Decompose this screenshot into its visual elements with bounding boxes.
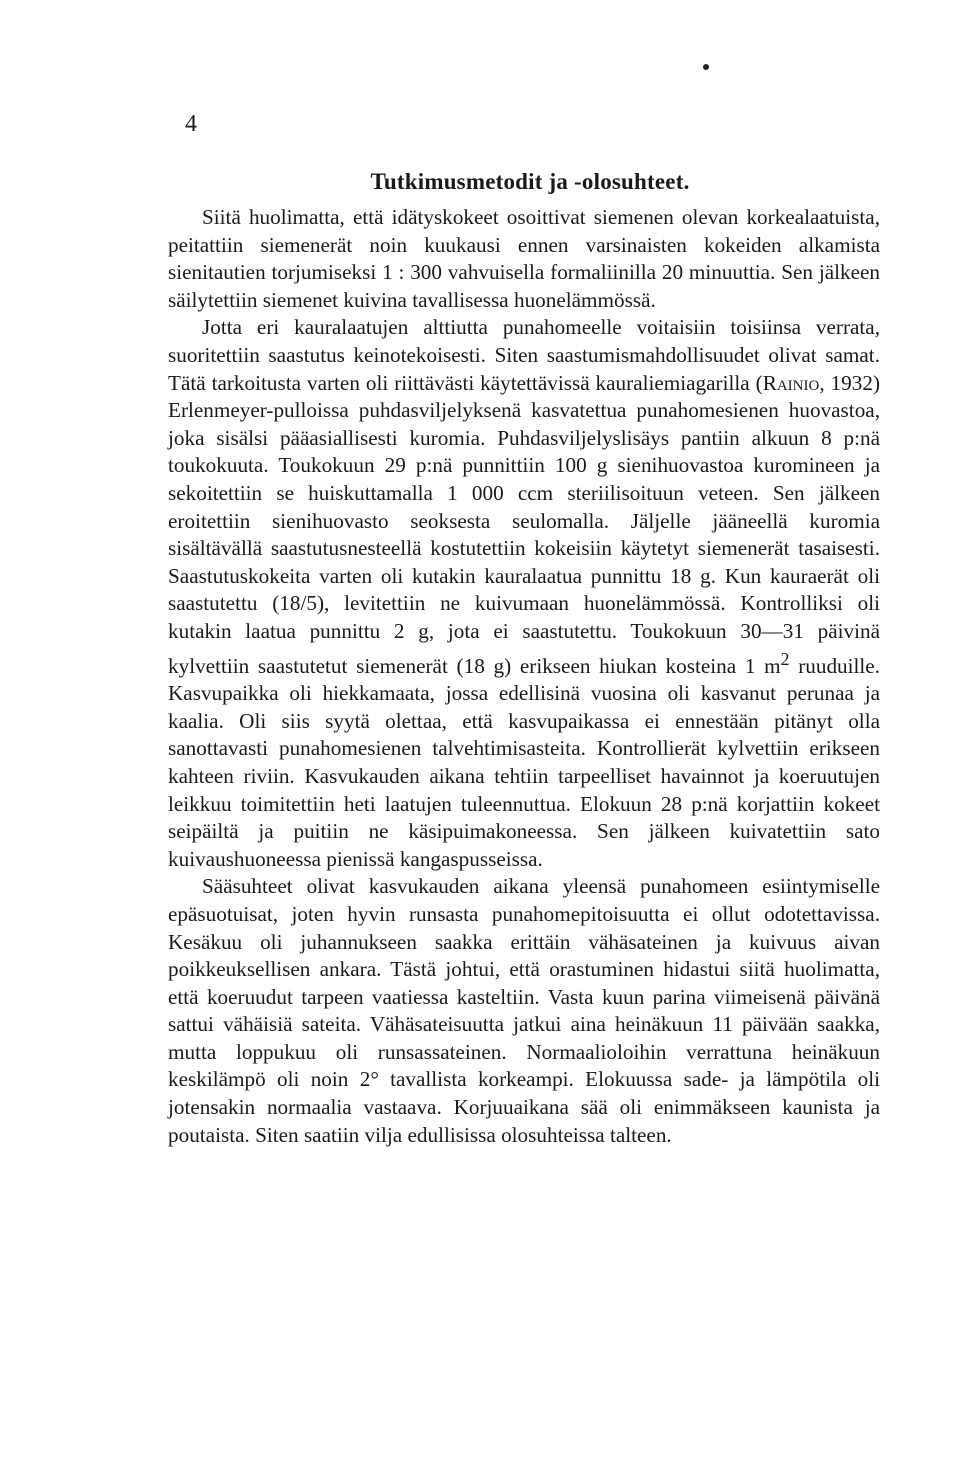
- author-citation: Rainio: [762, 370, 820, 395]
- page-number: 4: [185, 111, 197, 137]
- body-text: [168, 204, 880, 1149]
- paragraph-1: Siitä huolimatta, että idätyskokeet osoittivat siemenen olevan korkealaatuista, peitattiin siemenerät noin kuukausi ennen varsinaisten kokeiden alkamista sienitautien torjumiseksi 1 : 300 vahvuisella formaliinilla 20 minuuttia. Sen jälkeen säilytettiin siemenet kuivina tavallisessa huonelämmössä.: [168, 205, 880, 312]
- paragraph-2-part-b: , 1932) Erlenmeyer-pulloissa puhdasviljelyksenä kasvatettua punahomesienen huovastoa, joka sisälsi pääasiallisesti kuromia. Puhdasviljelyslisäys pantiin alkuun 8 p:nä toukokuuta. Toukokuun 29 p:nä punnittiin 100 g sienihuovastoa kuromineen ja sekoitettiin se huiskuttamalla 1 000 ccm steriilisoituun veteen. Sen jälkeen eroitettiin sienihuovasto seoksesta seulomalla. Jäljelle jääneellä kuromia sisältävällä saastutusnesteellä kostutettiin kokeisiin käytetyt siemenerät tasaisesti. Saastutuskokeita varten oli kutakin kauralaatua punnittu 18 g. Kun kauraerät oli saastutettu (18/5), levitettiin ne kuivumaan huonelämmössä. Kontrolliksi oli kutakin laatua punnittu 2 g, jota ei saastutettu. Toukokuun 30—31 päivinä kylvettiin saastutetut siemenerät (18 g) erikseen hiukan kosteina 1 m: [168, 370, 880, 678]
- section-title: Tutkimusmetodit ja -olosuhteet.: [370, 169, 690, 194]
- paragraph-3: Sääsuhteet olivat kasvukauden aikana yleensä punahomeen esiintymiselle epäsuotuisat, joten hyvin runsasta punahomepitoisuutta ei ollut odotettavissa. Kesäkuu oli juhannukseen saakka erittäin vähäsateinen ja kuivuus aivan poikkeuksellisen ankara. Tästä johtui, että orastuminen hidastui siitä huolimatta, että koeruudut tarpeen vaatiessa kasteltiin. Vasta kuun parina viimeisenä päivänä sattui vähäisiä sateita. Vähäsateisuutta jatkui aina heinäkuun 11 päivään saakka, mutta loppukuu oli runsassateinen. Normaalioloihin verrattuna heinäkuun keskilämpö oli noin 2° tavallista korkeampi. Elokuussa sade- ja lämpötila oli jotensakin normaalia vastaava. Korjuuaikana sää oli enimmäkseen kaunista ja poutaista. Siten saatiin vilja edullisissa olosuhteissa talteen.: [168, 874, 880, 1147]
- paragraph-2-part-a: Jotta eri kauralaatujen alttiutta punahomeelle voitaisiin toisiinsa verrata, suoritettiin saastutus keinotekoisesti. Siten saastumismahdollisuudet olivat samat. Tätä tarkoitusta varten oli riittävästi käytettävissä kauraliemiagarilla (: [168, 315, 880, 395]
- paragraph-2-part-c: ruuduille. Kasvupaikka oli hiekkamaata, jossa edellisinä vuosina oli kasvanut perunaa ja kaalia. Oli siis syytä olettaa, että kasvupaikassa ei ennestään pitänyt olla sanottavasti punahomesienen talvehtimisasteita. Kontrollierät kylvettiin erikseen kahteen riviin. Kasvukauden aikana tehtiin tarpeelliset havainnot ja koeruutujen leikkuu toimitettiin heti laatujen tuleennuttua. Elokuun 28 p:nä korjattiin kokeet seipäiltä ja puitiin ne käsipuimakoneessa. Sen jälkeen kuivatettiin sato kuivaushuoneessa pienissä kangaspusseissa.: [168, 653, 880, 871]
- paragraph-2: [168, 314, 880, 873]
- print-speck: [703, 64, 709, 70]
- square-meter-superscript: 2: [780, 648, 790, 669]
